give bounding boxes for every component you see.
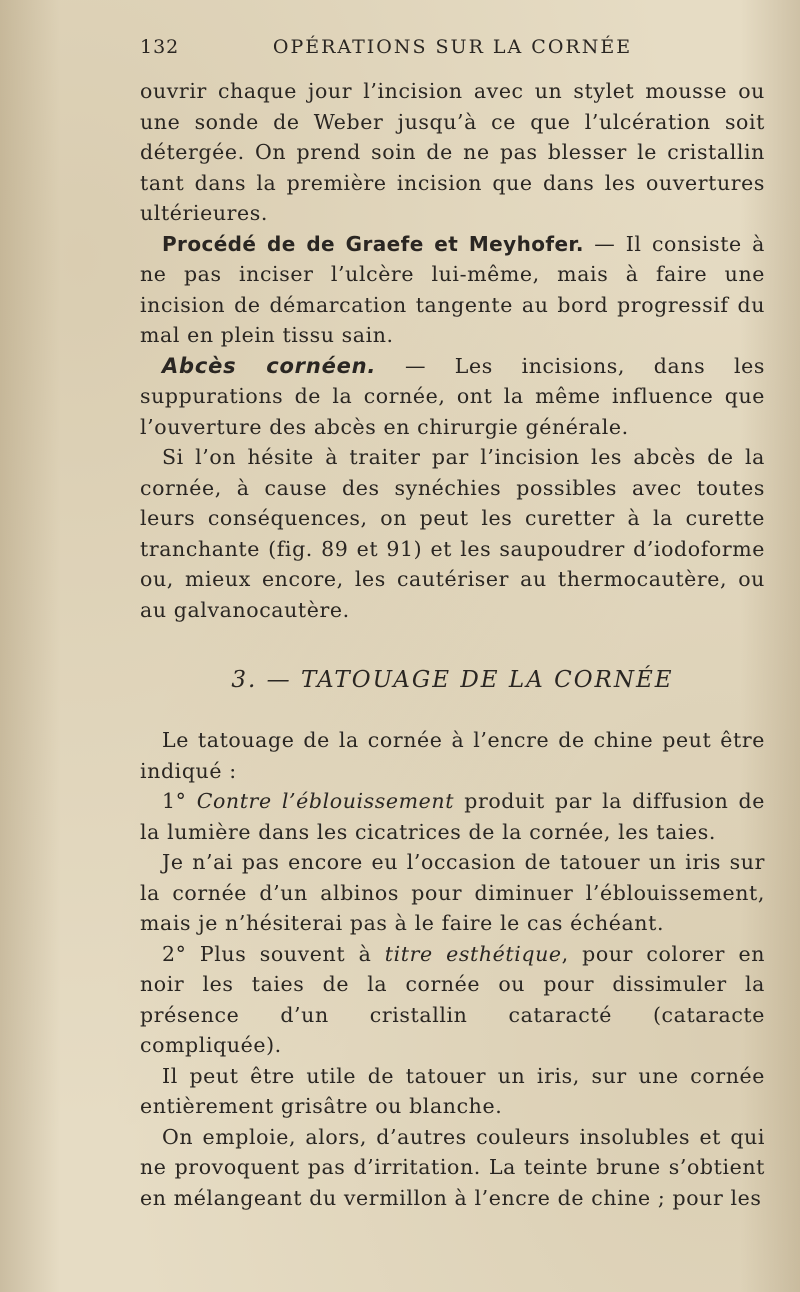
section-title: 3. — TATOUAGE DE LA CORNÉE [231, 667, 674, 693]
paragraph-1: ouvrir chaque jour l’incision avec un stylet mousse ou une sonde de Weber jusqu’à ce que l’ulcération soit détergée. On prend soin de ne pas blesser le cristallin tant dans la première incision que dans les ouvertures ultérieures. [140, 79, 765, 225]
item-2-text: , pour colorer en noir les taies de la cornée ou pour dissimuler la présence d’un cristallin cataracté (cataracte compliquée). [140, 941, 765, 1057]
item-1-emphasis: Contre l’éblouissement [196, 789, 455, 813]
paragraph-6 [140, 786, 765, 847]
book-page [140, 36, 765, 1213]
item-1-number: 1° [162, 789, 197, 813]
item-2-lead: 2° Plus souvent à [162, 941, 385, 966]
paragraph-4: Si l’on hésite à traiter par l’incision les abcès de la cornée, à cause des synéchies possibles avec toutes leurs conséquences, on peut les curetter à la curette tranchante (fig. 89 et 91) et les saupoudrer d’iodoforme ou, mieux encore, les cautériser au thermocautère, ou au galvanocautère. [140, 445, 765, 622]
paragraph-5: Le tatouage de la cornée à l’encre de chine peut être indiqué : [140, 728, 765, 783]
running-title: OPÉRATIONS SUR LA CORNÉE [272, 36, 633, 58]
item-1-text: produit par la diffusion de la lumière dans les cicatrices de la cornée, les taies. [140, 789, 766, 844]
paragraph-7: Je n’ai pas encore eu l’occasion de tatouer un iris sur la cornée d’un albinos pour diminuer l’éblouissement, mais je n’hésiterai pas à le faire le cas échéant. [140, 850, 765, 935]
paragraph-9: Il peut être utile de tatouer un iris, sur une cornée entièrement grisâtre ou blanche. [140, 1063, 765, 1118]
item-2-emphasis: titre esthétique [384, 941, 562, 966]
paragraph-2-text: — Il consiste à ne pas inciser l’ulcère lui-même, mais à faire une incision de démarcation tangente au bord progressif du mal en plein tissu sain. [140, 231, 765, 347]
paragraph-3 [140, 351, 765, 443]
paragraph-8 [140, 939, 765, 1061]
paragraph-2 [140, 229, 765, 351]
procedure-heading: Procédé de de Graefe et Meyhofer. [162, 231, 584, 256]
running-head [140, 36, 765, 76]
paragraph-3-text: — Les incisions, dans les suppurations de la cornée, ont la même influence que l’ouverture des abcès en chirurgie générale. [140, 353, 765, 439]
page-number: 132 [140, 36, 180, 58]
paragraph-10: On emploie, alors, d’autres couleurs insolubles et qui ne provoquent pas d’irritation. La teinte brune s’obtient en mélangeant du vermillon à l’encre de chine ; pour les [140, 1124, 765, 1210]
abces-heading: Abcès cornéen. [162, 353, 377, 378]
